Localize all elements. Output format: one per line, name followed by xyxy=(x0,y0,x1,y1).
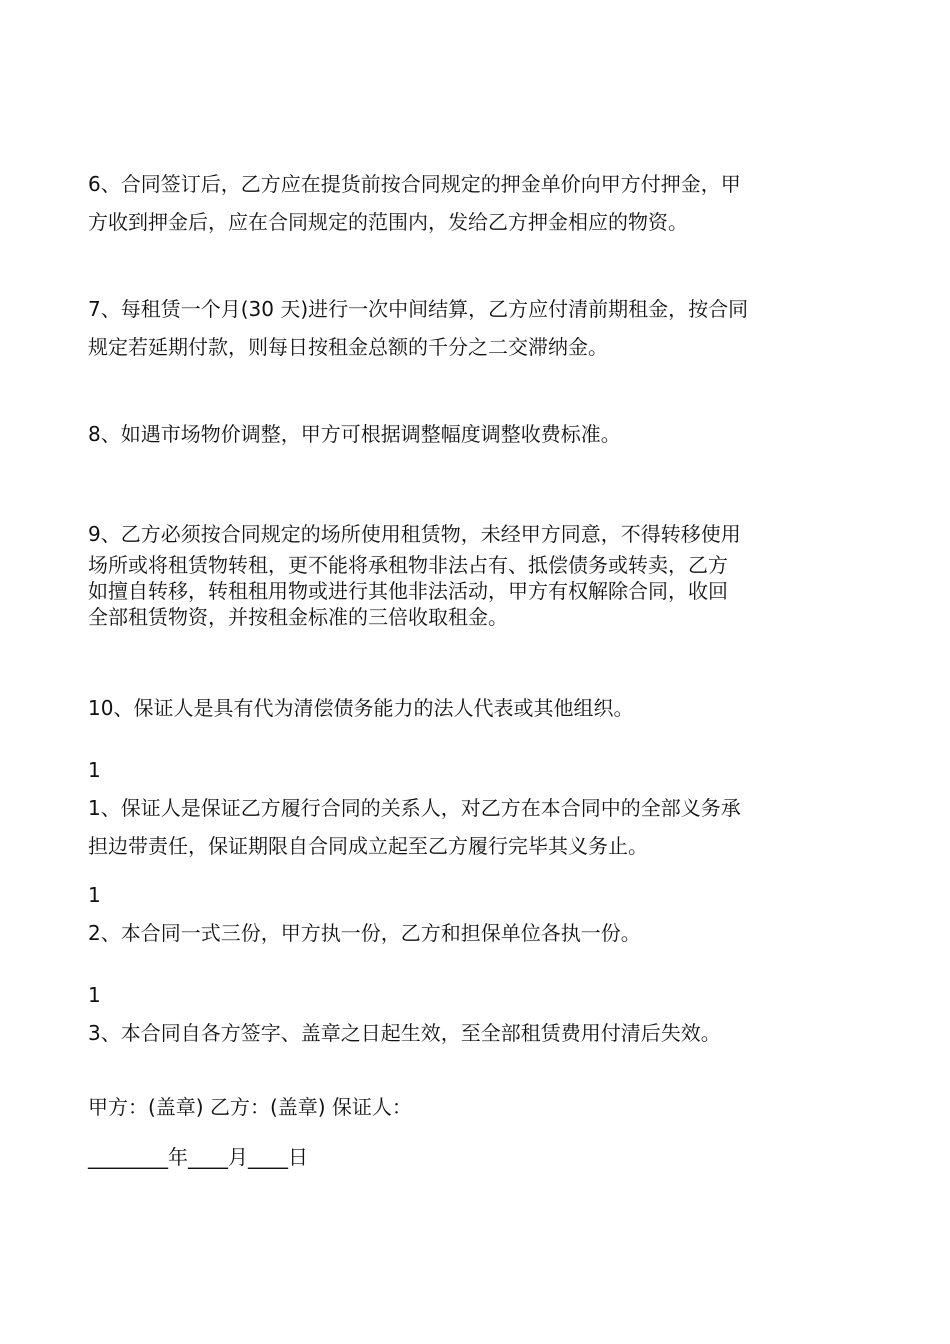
clause-11 xyxy=(88,751,868,865)
signature-date: ________年____月____日 xyxy=(88,1145,308,1169)
clause-9-line-1: 9、乙方必须按合同规定的场所使用租赁物，未经甲方同意，不得转移使用 xyxy=(88,522,741,546)
clause-6-line-2: 方收到押金后，应在合同规定的范围内，发给乙方押金相应的物资。 xyxy=(88,210,688,234)
clause-6 xyxy=(88,165,868,241)
clause-9-line-2: 场所或将租赁物转租，更不能将承租物非法占有、抵偿债务或转卖，乙方 xyxy=(88,553,728,577)
clause-10-line-1: 10、保证人是具有代为清偿债务能力的法人代表或其他组织。 xyxy=(88,696,634,720)
clause-7 xyxy=(88,290,868,366)
clause-11-line-1: 1、保证人是保证乙方履行合同的关系人，对乙方在本合同中的全部义务承 xyxy=(88,796,741,820)
clause-11-line-2: 担边带责任，保证期限自合同成立起至乙方履行完毕其义务止。 xyxy=(88,834,648,858)
clause-10 xyxy=(88,689,868,727)
clause-12 xyxy=(88,876,868,952)
clause-12-line-1: 2、本合同一式三份，甲方执一份，乙方和担保单位各执一份。 xyxy=(88,921,641,945)
clause-13-prefix: 1 xyxy=(88,983,101,1007)
clause-7-line-1: 7、每租赁一个月(30 天)进行一次中间结算，乙方应付清前期租金，按合同 xyxy=(88,297,749,321)
clause-9-line-3: 如擅自转移，转租租用物或进行其他非法活动，甲方有权解除合同，收回 xyxy=(88,579,728,603)
clause-9 xyxy=(88,516,868,630)
clause-13 xyxy=(88,976,868,1052)
signature-parties: 甲方：(盖章) 乙方：(盖章) 保证人： xyxy=(88,1095,412,1119)
clause-11-prefix: 1 xyxy=(88,758,101,782)
clause-9-line-4: 全部租赁物资，并按租金标准的三倍收取租金。 xyxy=(88,605,508,629)
signature-block xyxy=(88,1088,868,1176)
clause-12-prefix: 1 xyxy=(88,883,101,907)
clause-8-line-1: 8、如遇市场物价调整，甲方可根据调整幅度调整收费标准。 xyxy=(88,422,621,446)
clause-6-line-1: 6、合同签订后，乙方应在提货前按合同规定的押金单价向甲方付押金，甲 xyxy=(88,172,741,196)
clause-7-line-2: 规定若延期付款，则每日按租金总额的千分之二交滞纳金。 xyxy=(88,335,608,359)
clause-8 xyxy=(88,415,868,453)
clause-13-line-1: 3、本合同自各方签字、盖章之日起生效，至全部租赁费用付清后失效。 xyxy=(88,1021,721,1045)
